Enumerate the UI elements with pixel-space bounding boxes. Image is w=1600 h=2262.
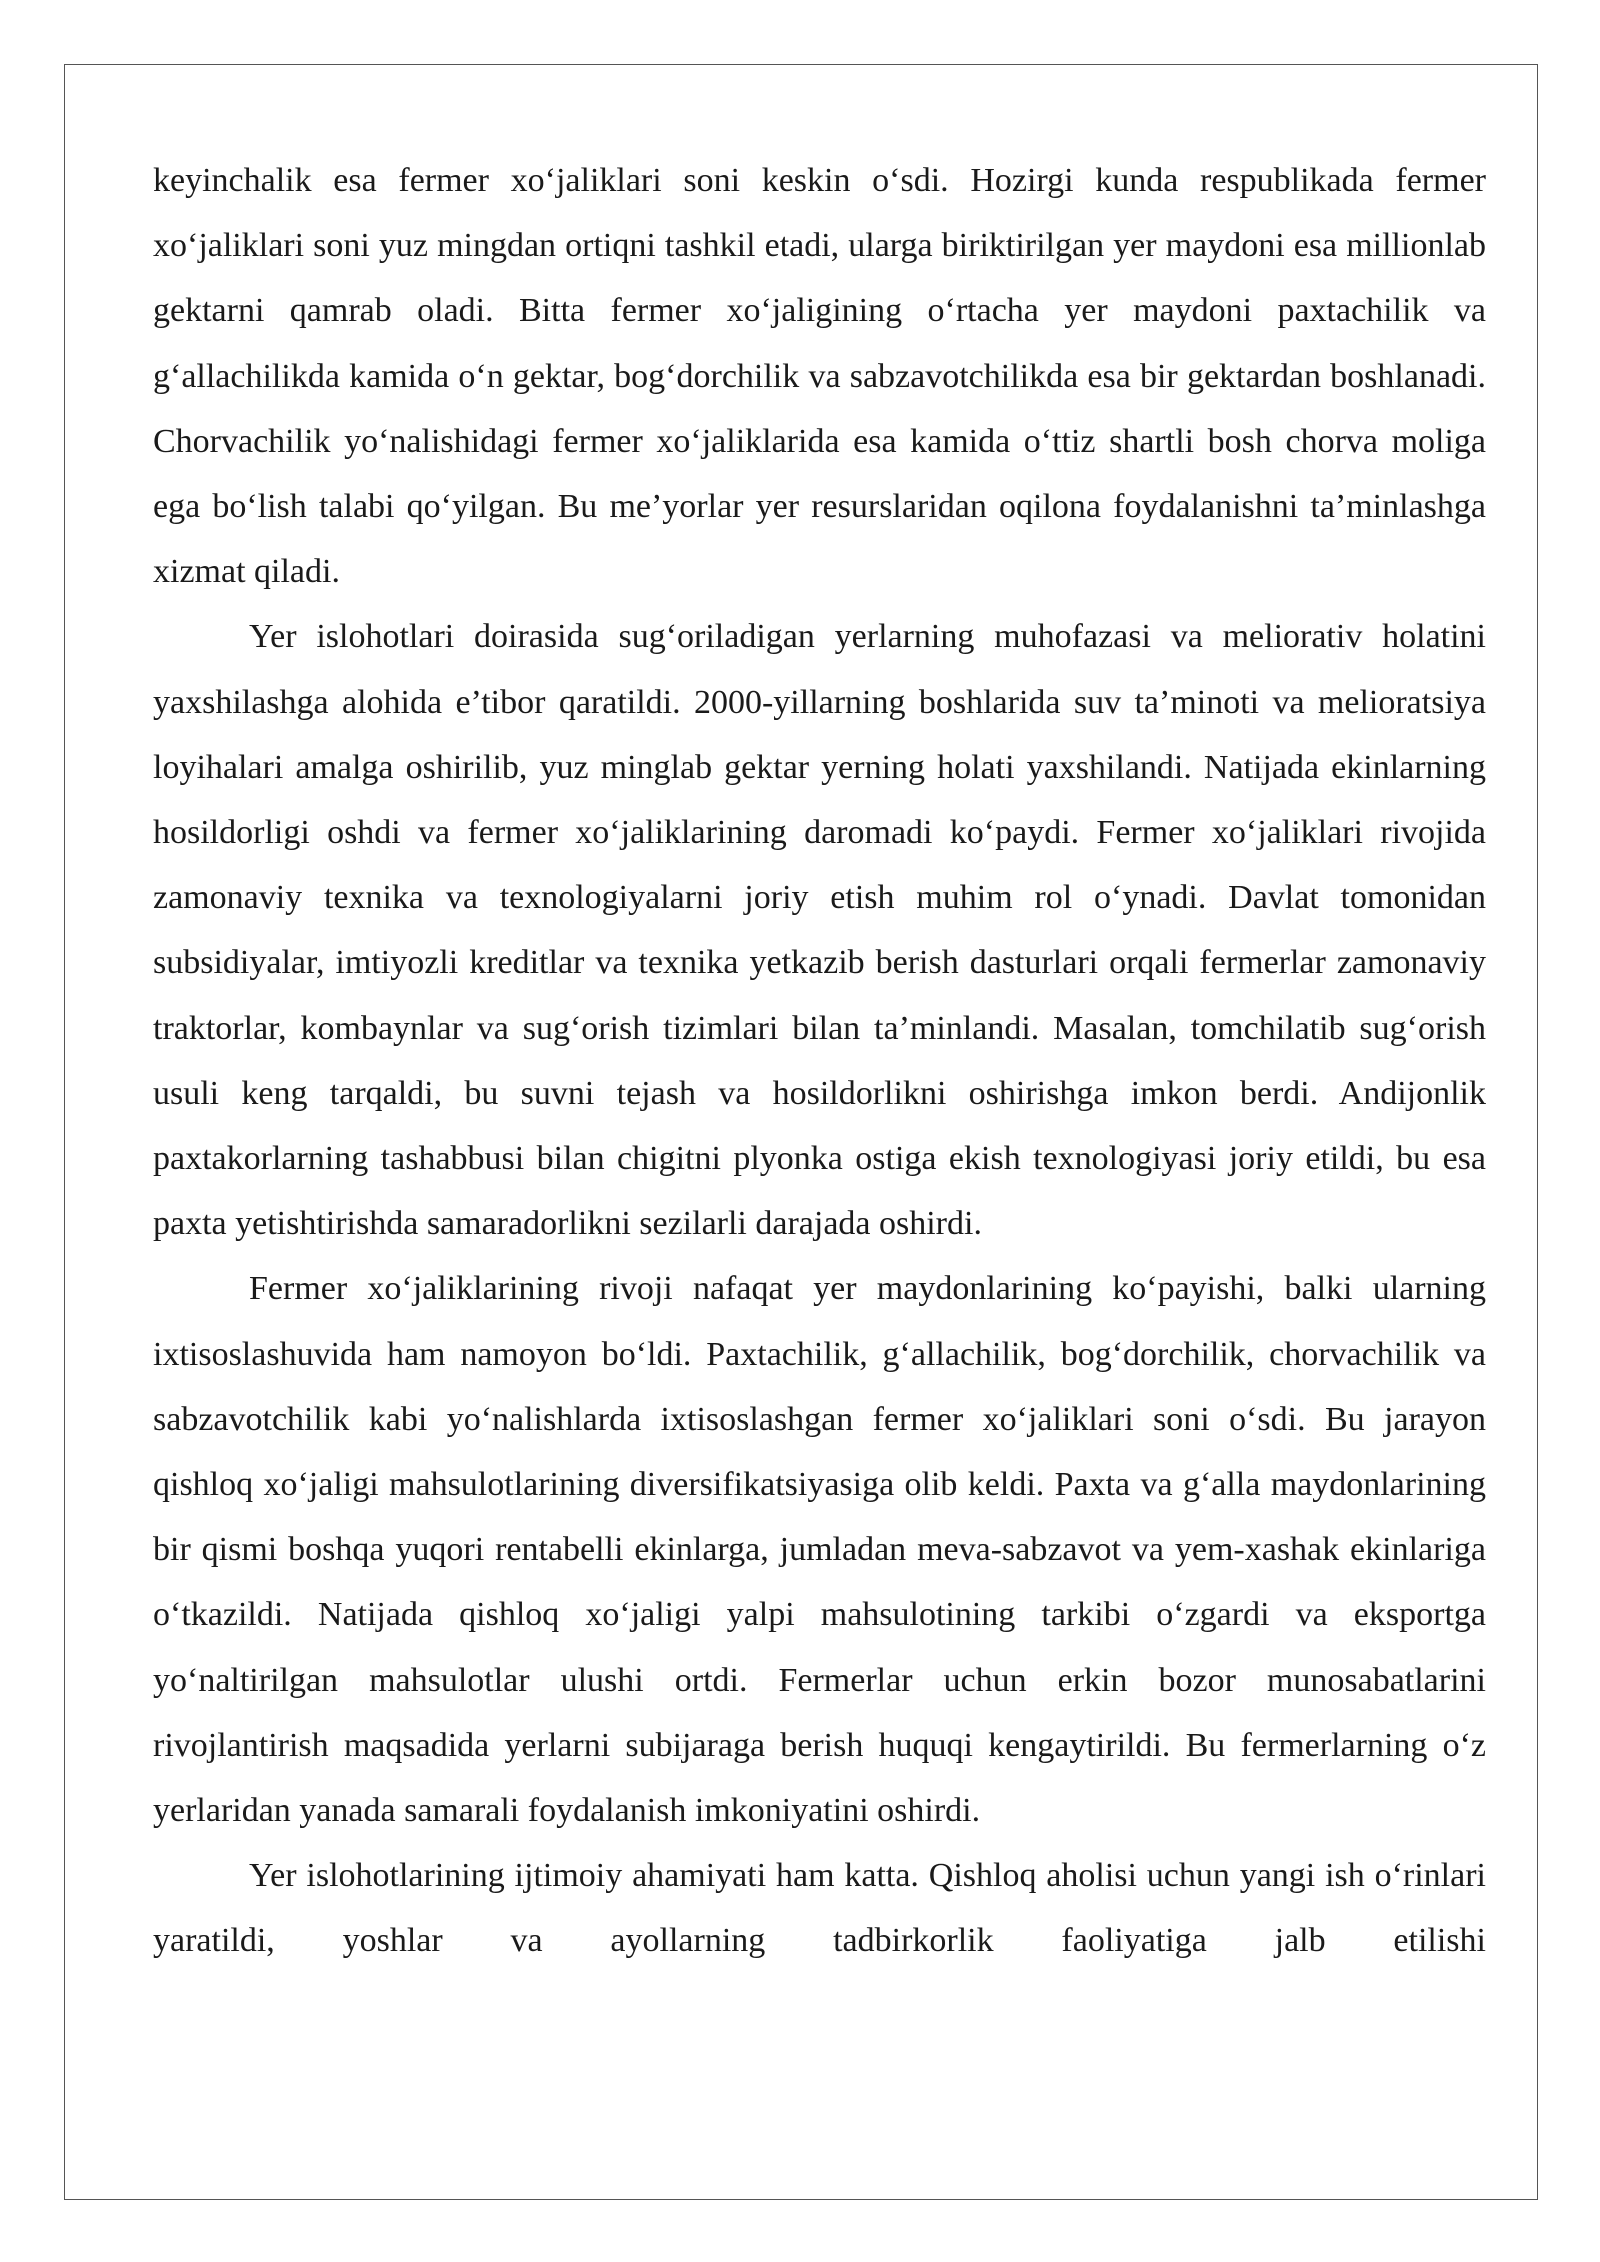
document-body bbox=[153, 148, 1486, 1974]
paragraph-2: Yer islohotlari doirasida sugʻoriladigan yerlarning muhofazasi va meliorativ holatini yaxshilashga alohida e’tibor qaratildi. 2000-yillarning boshlarida suv ta’minoti va melioratsiya loyihalari amalga oshirilib, yuz minglab gektar yerning holati yaxshilandi. Natijada ekinlarning hosildorligi oshdi va fermer xoʻjaliklarining daromadi koʻpaydi. Fermer xoʻjaliklari rivojida zamonaviy texnika va texnologiyalarni joriy etish muhim rol oʻynadi. Davlat tomonidan subsidiyalar, imtiyozli kreditlar va texnika yetkazib berish dasturlari orqali fermerlar zamonaviy traktorlar, kombaynlar va sugʻorish tizimlari bilan ta’minlandi. Masalan, tomchilatib sugʻorish usuli keng tarqaldi, bu suvni tejash va hosildorlikni oshirishga imkon berdi. Andijonlik paxtakorlarning tashabbusi bilan chigitni plyonka ostiga ekish texnologiyasi joriy etildi, bu esa paxta yetishtirishda samaradorlikni sezilarli darajada oshirdi. bbox=[153, 618, 1486, 1243]
paragraph-4: Yer islohotlarining ijtimoiy ahamiyati ham katta. Qishloq aholisi uchun yangi ish oʻrinlari yaratildi, yoshlar va ayollarning tadbirkorlik faoliyatiga jalb etilishi bbox=[153, 1857, 1486, 1960]
paragraph-1: keyinchalik esa fermer xoʻjaliklari soni keskin oʻsdi. Hozirgi kunda respublikada fermer xoʻjaliklari soni yuz mingdan ortiqni tashkil etadi, ularga biriktirilgan yer maydoni esa millionlab gektarni qamrab oladi. Bitta fermer xoʻjaligining oʻrtacha yer maydoni paxtachilik va gʻallachilikda kamida oʻn gektar, bogʻdorchilik va sabzavotchilikda esa bir gektardan boshlanadi. Chorvachilik yoʻnalishidagi fermer xoʻjaliklarida esa kamida oʻttiz shartli bosh chorva moliga ega boʻlish talabi qoʻyilgan. Bu me’yorlar yer resurslaridan oqilona foydalanishni ta’minlashga xizmat qiladi. bbox=[153, 162, 1486, 591]
paragraph-3: Fermer xoʻjaliklarining rivoji nafaqat yer maydonlarining koʻpayishi, balki ularning ixtisoslashuvida ham namoyon boʻldi. Paxtachilik, gʻallachilik, bogʻdorchilik, chorvachilik va sabzavotchilik kabi yoʻnalishlarda ixtisoslashgan fermer xoʻjaliklari soni oʻsdi. Bu jarayon qishloq xoʻjaligi mahsulotlarining diversifikatsiyasiga olib keldi. Paxta va gʻalla maydonlarining bir qismi boshqa yuqori rentabelli ekinlarga, jumladan meva-sabzavot va yem-xashak ekinlariga oʻtkazildi. Natijada qishloq xoʻjaligi yalpi mahsulotining tarkibi oʻzgardi va eksportga yoʻnaltirilgan mahsulotlar ulushi ortdi. Fermerlar uchun erkin bozor munosabatlarini rivojlantirish maqsadida yerlarni subijaraga berish huquqi kengaytirildi. Bu fermerlarning oʻz yerlaridan yanada samarali foydalanish imkoniyatini oshirdi. bbox=[153, 1270, 1486, 1830]
